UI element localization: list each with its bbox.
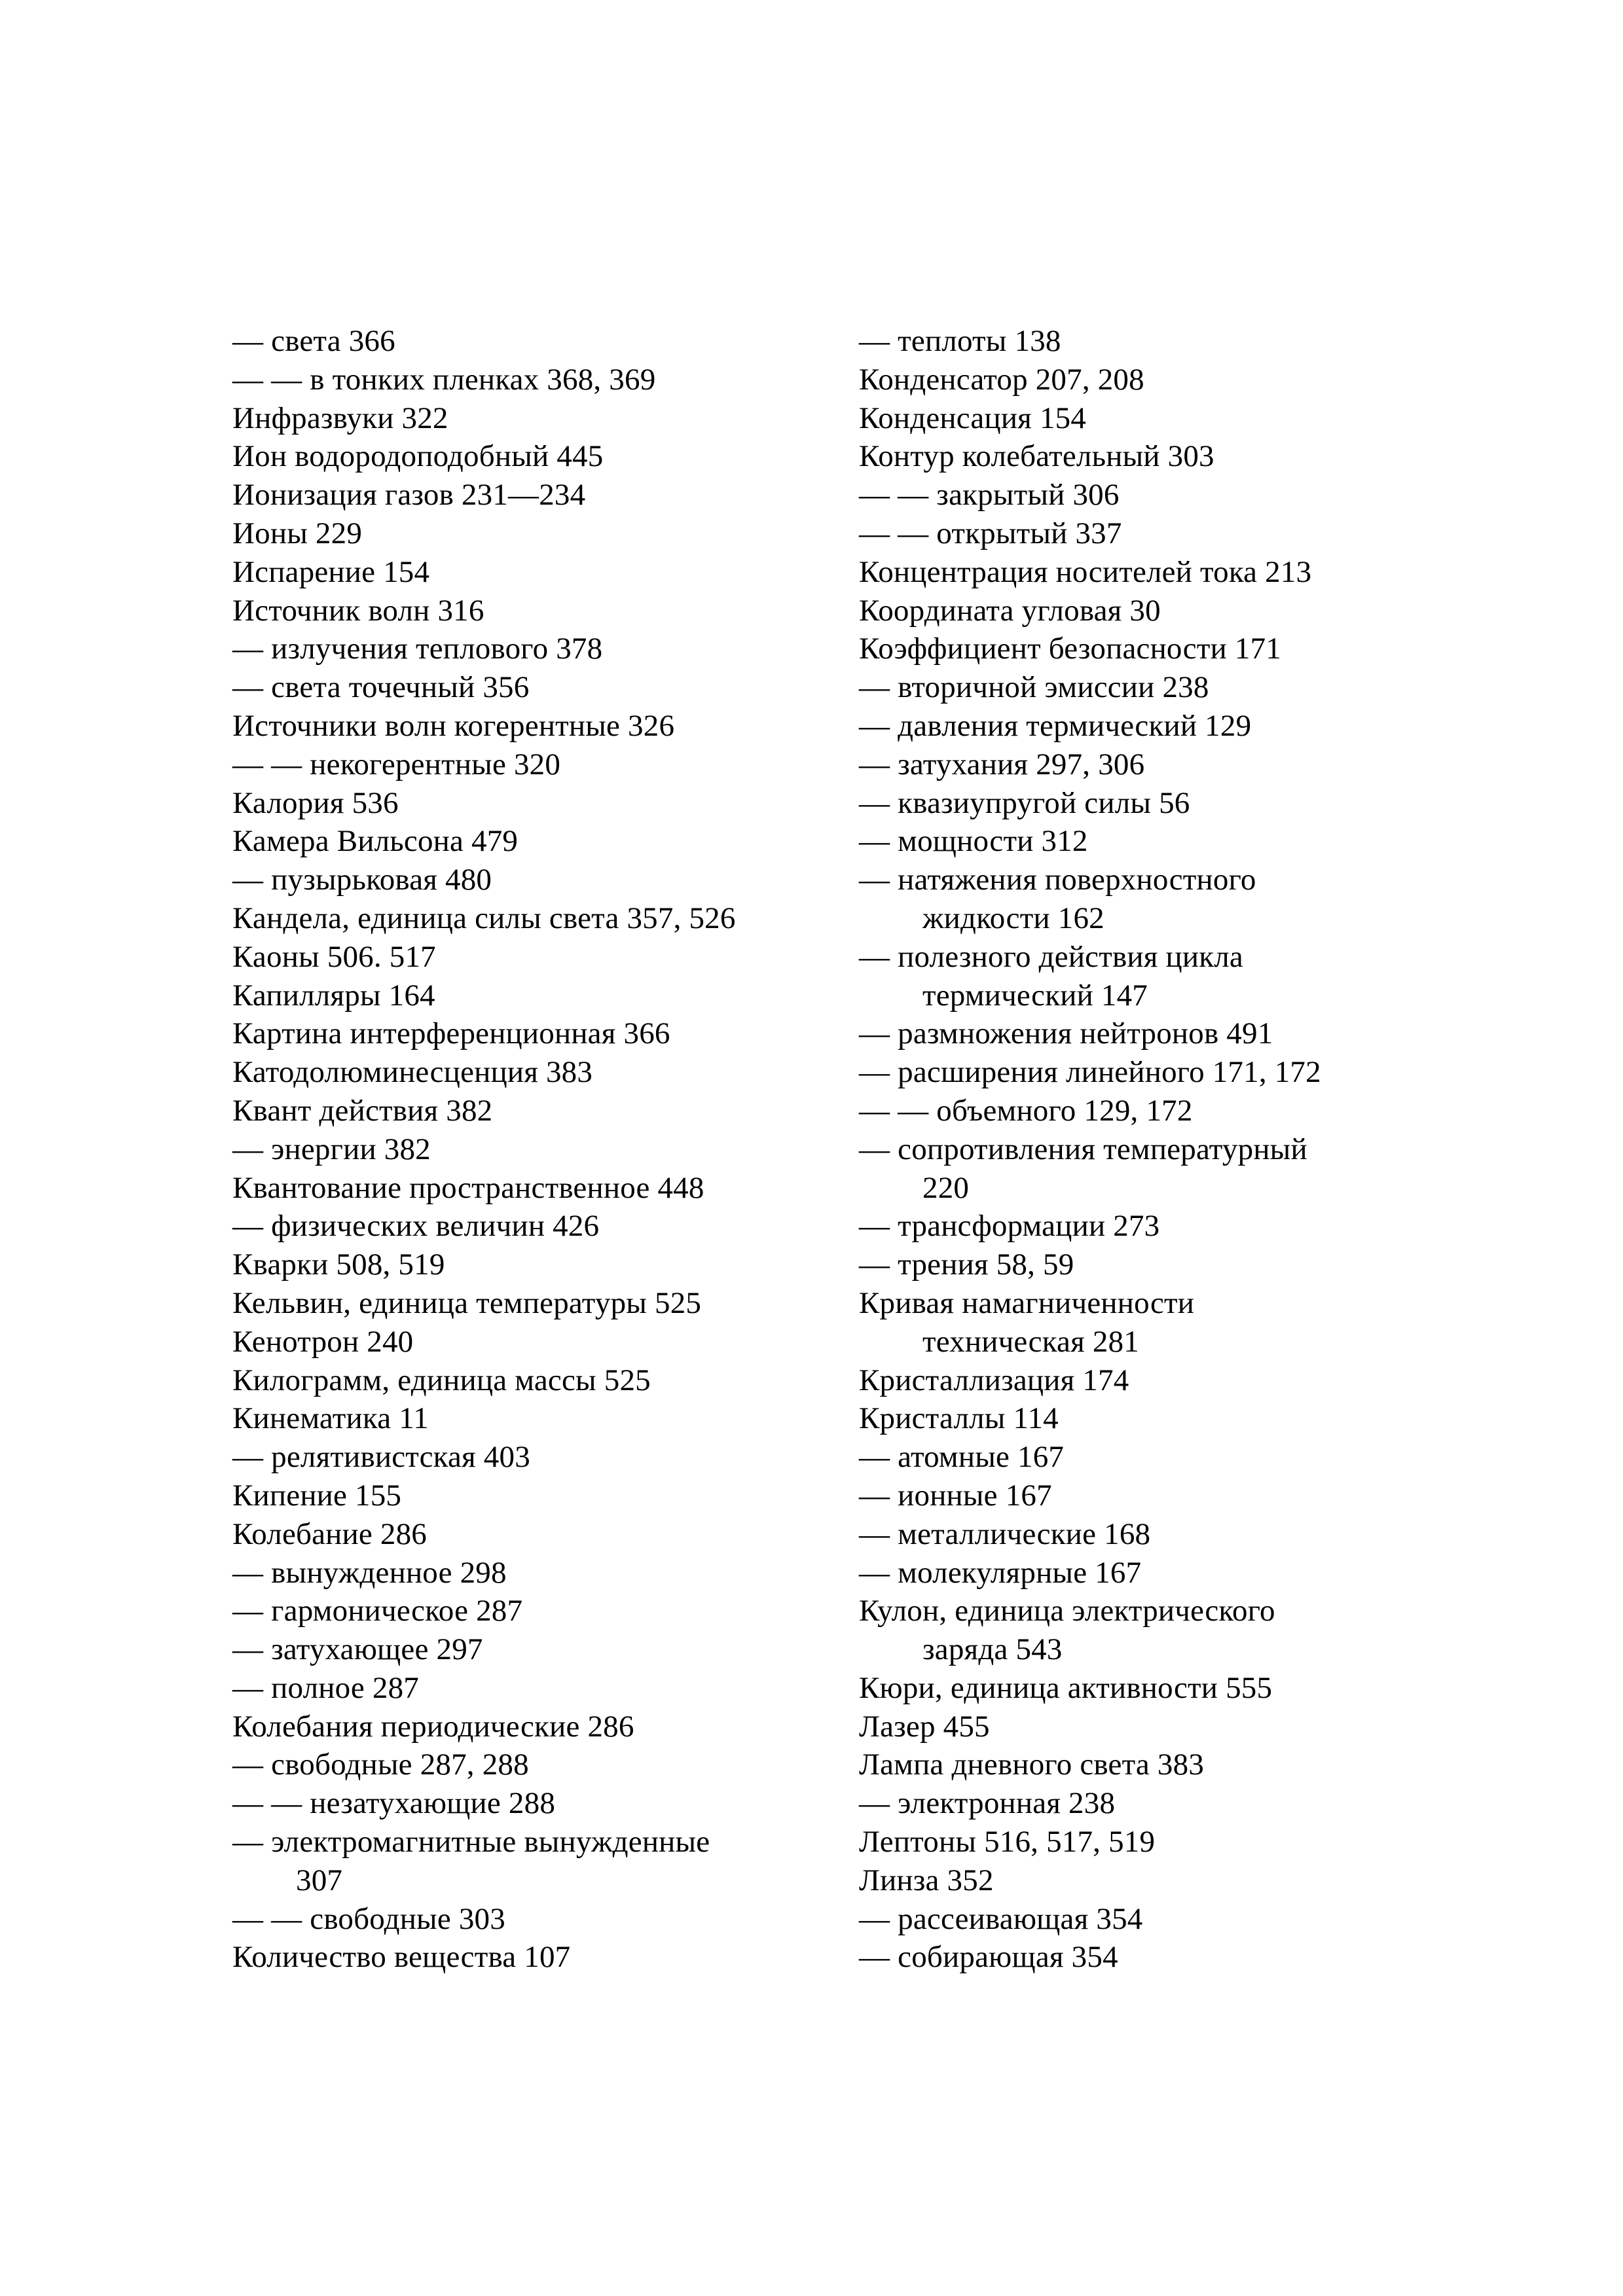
index-entry: Координата угловая 30 [859,593,1161,628]
index-entry: — — свободные 303 [232,1901,505,1936]
index-entry: Кандела, единица силы света 357, 526 [232,901,736,935]
index-entry: Каоны 506. 517 [232,939,436,974]
index-entry: — теплоты 138 [859,324,1061,358]
index-entry: — собирающая 354 [859,1940,1118,1975]
index-entry: Конденсатор 207, 208 [859,362,1144,397]
index-entry-continuation: техническая 281 [922,1324,1139,1359]
index-entry: — — открытый 337 [859,516,1122,550]
index-entry: Ионы 229 [232,516,363,550]
index-entry: Конденсация 154 [859,401,1087,435]
index-entry-continuation: 220 [922,1170,970,1205]
index-entry: Коэффициент безопасности 171 [859,632,1281,666]
index-entry: — энергии 382 [232,1132,431,1166]
index-entry-continuation: заряда 543 [922,1632,1063,1667]
index-entry: — света точечный 356 [232,670,530,705]
index-entry: Концентрация носителей тока 213 [859,554,1312,589]
index-entry: — рассеивающая 354 [859,1901,1143,1936]
index-column-left [232,322,736,1977]
index-entry: — свободные 287, 288 [232,1748,529,1782]
index-entry: — вынужденное 298 [232,1555,507,1590]
index-entry: — — некогерентные 320 [232,747,561,781]
index-entry: Капилляры 164 [232,978,435,1013]
index-entry: — мощности 312 [859,824,1088,859]
index-entry: Квантование пространственное 448 [232,1170,704,1205]
index-entry: — давления термический 129 [859,708,1252,743]
index-entry: Кюри, единица активности 555 [859,1670,1273,1705]
index-entry: — размножения нейтронов 491 [859,1016,1273,1051]
index-entry: Испарение 154 [232,554,430,589]
index-entry: Количество вещества 107 [232,1940,571,1975]
index-entry: — — объемного 129, 172 [859,1093,1193,1128]
index-entry-continuation: термический 147 [922,978,1148,1013]
index-entry: Контур колебательный 303 [859,439,1214,474]
index-entry: — — закрытый 306 [859,478,1120,512]
index-entry: — квазиупругой силы 56 [859,785,1190,820]
index-entry: — полезного действия цикла [859,939,1243,974]
index-entry: Источники волн когерентные 326 [232,708,675,743]
index-entry: — электронная 238 [859,1786,1116,1821]
index-entry: Кристаллизация 174 [859,1363,1129,1397]
index-entry: — релятивистская 403 [232,1440,530,1475]
index-entry: Лазер 455 [859,1709,990,1744]
index-entry: — затухающее 297 [232,1632,483,1667]
index-entry: — затухания 297, 306 [859,747,1145,781]
index-entry: — натяжения поверхностного [859,863,1256,897]
index-entry: Квант действия 382 [232,1093,493,1128]
index-entry: Камера Вильсона 479 [232,824,519,859]
index-entry: — трения 58, 59 [859,1247,1074,1282]
index-entry: Картина интерференционная 366 [232,1016,670,1051]
index-entry: Кварки 508, 519 [232,1247,445,1282]
index-entry: Источник волн 316 [232,593,484,628]
index-entry: — физических величин 426 [232,1209,600,1244]
index-entry: Катодолюминесценция 383 [232,1055,593,1090]
index-entry: — вторичной эмиссии 238 [859,670,1209,705]
index-entry: — гармоническое 287 [232,1594,523,1628]
index-entry: — молекулярные 167 [859,1555,1142,1590]
index-entry: Кинематика 11 [232,1401,429,1436]
index-entry: — металлические 168 [859,1516,1151,1551]
index-entry: Кипение 155 [232,1478,402,1513]
index-entry: — электромагнитные вынужденные [232,1825,710,1859]
index-entry: — света 366 [232,324,395,358]
index-entry: Ион водородоподобный 445 [232,439,604,474]
index-entry: Калория 536 [232,785,399,820]
index-entry: Линза 352 [859,1863,994,1897]
index-entry: Колебание 286 [232,1516,427,1551]
index-entry: Кенотрон 240 [232,1324,414,1359]
index-entry: — — незатухающие 288 [232,1786,556,1821]
index-entry: Кельвин, единица температуры 525 [232,1285,702,1320]
index-entry: — расширения линейного 171, 172 [859,1055,1321,1090]
index-entry: — пузырьковая 480 [232,863,492,897]
index-entry: Ионизация газов 231—234 [232,478,586,512]
index-entry: Кулон, единица электрического [859,1594,1275,1628]
index-entry: Колебания периодические 286 [232,1709,634,1744]
index-entry: Лампа дневного света 383 [859,1748,1205,1782]
index-entry: Кристаллы 114 [859,1401,1059,1436]
index-entry: Лептоны 516, 517, 519 [859,1825,1156,1859]
index-entry: Килограмм, единица массы 525 [232,1363,651,1397]
index-entry: — трансформации 273 [859,1209,1160,1244]
index-entry: — — в тонких пленках 368, 369 [232,362,656,397]
index-entry-continuation: жидкости 162 [922,901,1104,935]
index-entry: — полное 287 [232,1670,419,1705]
index-entry: — излучения теплового 378 [232,632,603,666]
index-entry: Инфразвуки 322 [232,401,448,435]
index-entry: — атомные 167 [859,1440,1065,1475]
index-entry: — сопротивления температурный [859,1132,1307,1166]
index-entry: Кривая намагниченности [859,1285,1195,1320]
index-entry-continuation: 307 [296,1863,343,1897]
index-column-right [859,322,1321,1977]
index-entry: — ионные 167 [859,1478,1052,1513]
